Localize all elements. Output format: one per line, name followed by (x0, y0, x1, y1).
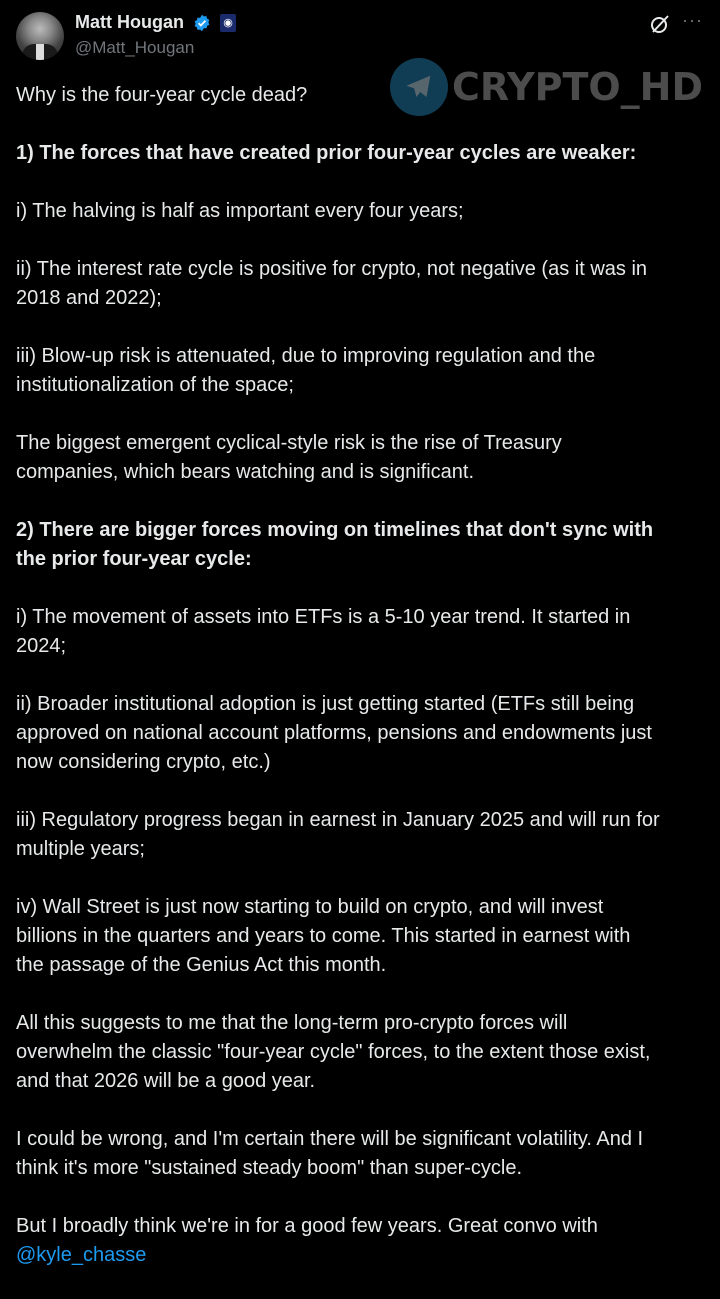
text-line: billions in the quarters and years to come. This started in earnest with (16, 925, 631, 947)
tweet-paragraph (16, 342, 716, 400)
text-line: overwhelm the classic "four-year cycle" forces, to the extent those exist, (16, 1041, 651, 1063)
text-line: The biggest emergent cyclical-style risk is the rise of Treasury (16, 432, 562, 454)
tweet-paragraph (16, 1125, 716, 1183)
text-line: i) The halving is half as important every four years; (16, 200, 464, 222)
text-line: now considering crypto, etc.) (16, 751, 271, 773)
verified-badge-icon (193, 14, 211, 32)
author-name[interactable]: Matt Hougan (75, 12, 184, 32)
text-line: think it's more "sustained steady boom" than super-cycle. (16, 1157, 523, 1179)
text-line: 1) The forces that have created prior four-year cycles are weaker: (16, 142, 637, 164)
text-line: approved on national account platforms, pensions and endowments just (16, 722, 652, 744)
grok-icon[interactable] (648, 12, 672, 36)
tweet-paragraph (16, 197, 716, 226)
tweet-paragraph (16, 603, 716, 661)
text-line: and that 2026 will be a good year. (16, 1070, 316, 1092)
tweet-paragraph (16, 81, 716, 110)
text-line: the prior four-year cycle: (16, 548, 252, 570)
tweet-paragraph (16, 806, 716, 864)
text-line: But I broadly think we're in for a good few years. Great convo with (16, 1215, 598, 1237)
avatar[interactable] (16, 12, 64, 60)
tweet-paragraph (16, 255, 716, 313)
text-line: the passage of the Genius Act this month. (16, 954, 387, 976)
text-line: I could be wrong, and I'm certain there will be significant volatility. And I (16, 1128, 644, 1150)
tweet-paragraph (16, 429, 716, 487)
text-line: ii) The interest rate cycle is positive for crypto, not negative (as it was in (16, 258, 648, 280)
tweet-paragraph (16, 893, 716, 980)
tweet-paragraph (16, 516, 716, 574)
text-line: institutionalization of the space; (16, 374, 294, 396)
mention-link[interactable]: @kyle_chasse (16, 1244, 147, 1266)
text-line: 2018 and 2022); (16, 287, 162, 309)
text-line: companies, which bears watching and is significant. (16, 461, 475, 483)
more-icon[interactable]: ··· (682, 10, 703, 30)
text-line: i) The movement of assets into ETFs is a 5-10 year trend. It started in (16, 606, 631, 628)
text-line: iii) Regulatory progress began in earnest in January 2025 and will run for (16, 809, 660, 831)
author-handle[interactable]: @Matt_Hougan (75, 38, 195, 57)
text-line: All this suggests to me that the long-term pro-crypto forces will (16, 1012, 568, 1034)
text-line: ii) Broader institutional adoption is just getting started (ETFs still being (16, 693, 635, 715)
text-line: Why is the four-year cycle dead? (16, 84, 308, 106)
tweet-text (16, 81, 716, 1299)
tweet-paragraph (16, 690, 716, 777)
text-line: 2024; (16, 635, 67, 657)
text-line: iii) Blow-up risk is attenuated, due to improving regulation and the (16, 345, 596, 367)
tweet-paragraph (16, 139, 716, 168)
affiliate-badge-icon[interactable]: ◉ (220, 14, 236, 32)
text-line: iv) Wall Street is just now starting to build on crypto, and will invest (16, 896, 604, 918)
tweet-paragraph (16, 1009, 716, 1096)
text-line: 2) There are bigger forces moving on timelines that don't sync with (16, 519, 654, 541)
text-line: multiple years; (16, 838, 145, 860)
tweet-paragraph (16, 1212, 716, 1270)
watermark-text: CRYPTO_HD (452, 65, 704, 109)
